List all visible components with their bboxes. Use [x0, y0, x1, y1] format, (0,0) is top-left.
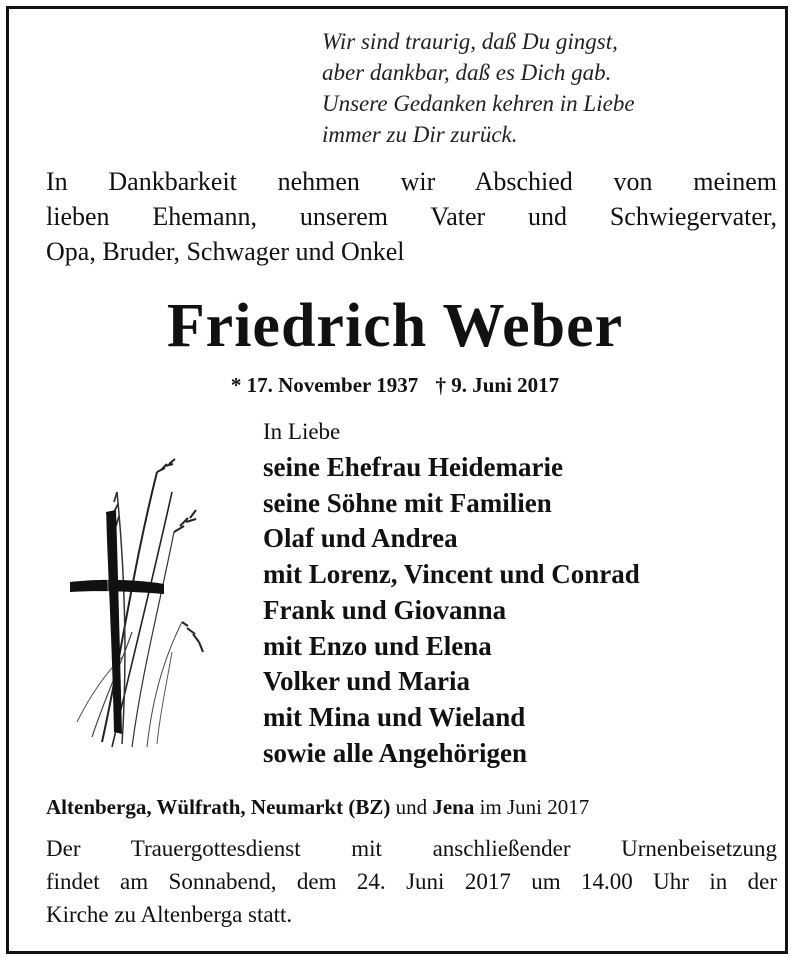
poem-line: aber dankbar, daß es Dich gab.: [322, 60, 612, 85]
family-line: sowie alle Angehörigen: [263, 737, 527, 768]
family-line: mit Enzo und Elena: [263, 630, 492, 661]
intro-line: lieben Ehemann, unserem Vater und Schwiegervater,: [46, 202, 777, 231]
intro-line: In Dankbarkeit nehmen wir Abschied von meinem: [46, 167, 777, 196]
service-line: findet am Sonnabend, dem 24. Juni 2017 um 14.00 Uhr in der: [46, 869, 777, 894]
deceased-name: Friedrich Weber: [166, 292, 624, 360]
family-line: Olaf und Andrea: [263, 523, 458, 554]
family-line: seine Söhne mit Familien: [263, 487, 552, 518]
life-dates: [0, 370, 790, 400]
places-suffix: im Juni 2017: [479, 795, 590, 819]
family-line: mit Mina und Wieland: [263, 701, 526, 732]
intro-text: [46, 164, 777, 269]
service-line: Der Trauergottesdienst mit anschließender Urnenbeisetzung: [46, 836, 777, 861]
family-line: mit Lorenz, Vincent und Conrad: [263, 559, 640, 590]
family-line: Volker und Maria: [263, 666, 471, 697]
birth-date: * 17. November 1937: [230, 373, 419, 397]
poem-line: immer zu Dir zurück.: [322, 122, 518, 147]
death-date: † 9. Juni 2017: [435, 373, 560, 397]
places-line: [46, 792, 589, 822]
poem: [322, 26, 635, 150]
in-liebe-label: In Liebe: [263, 419, 341, 444]
service-text: [46, 832, 777, 931]
family-line: Frank und Giovanna: [263, 594, 507, 625]
poem-line: Wir sind traurig, daß Du gingst,: [322, 29, 618, 54]
places-part2: Jena: [432, 795, 475, 819]
poem-line: Unsere Gedanken kehren in Liebe: [322, 91, 635, 116]
family-list: [263, 450, 640, 771]
cross-grass-icon: [62, 452, 232, 752]
places-part1: Altenberga, Wülfrath, Neumarkt (BZ): [46, 795, 391, 819]
service-line: Kirche zu Altenberga statt.: [46, 902, 293, 927]
family-line: seine Ehefrau Heidemarie: [263, 452, 563, 482]
places-and: und: [395, 795, 428, 819]
intro-line: Opa, Bruder, Schwager und Onkel: [46, 237, 405, 266]
